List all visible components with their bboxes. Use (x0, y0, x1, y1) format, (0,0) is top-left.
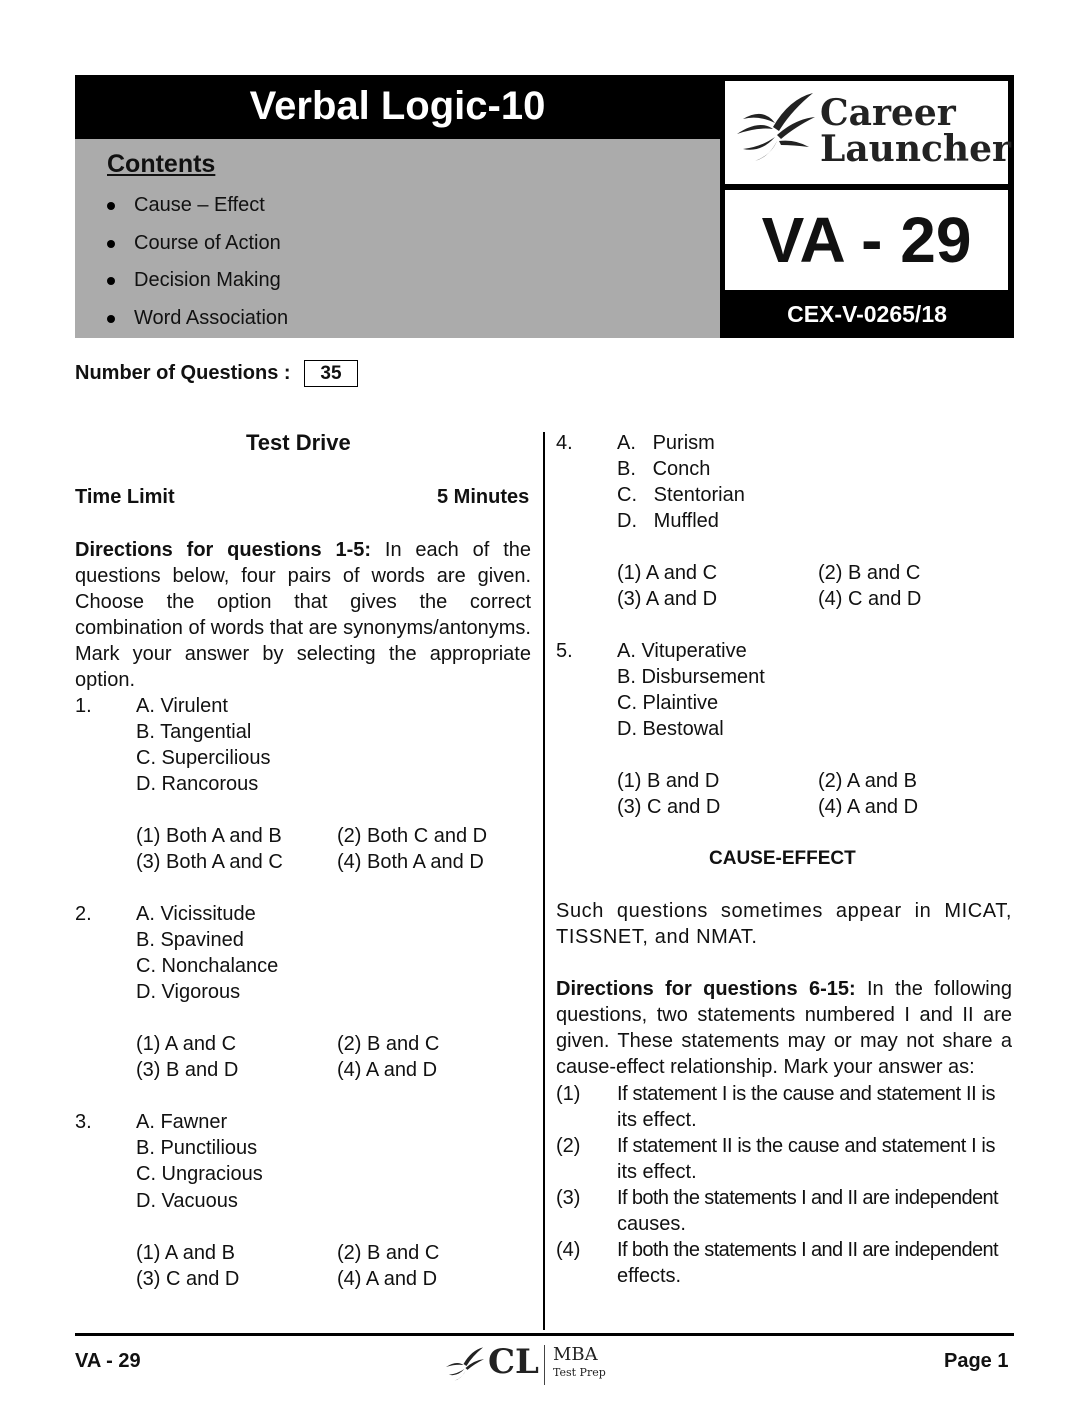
word-item: D. Muffled (617, 510, 719, 532)
footer-logo-cl: CL (488, 1342, 539, 1382)
word-item: C. Plaintive (617, 692, 719, 714)
answer-option: (2) B and C (337, 1242, 440, 1264)
answer-key-text: If both the statements I and II are independent (617, 1187, 998, 1209)
question-number: 2. (75, 903, 92, 925)
word-item: D. Vacuous (136, 1190, 238, 1212)
directions-6-15 (556, 976, 1012, 1080)
contents-item: Course of Action (134, 232, 281, 254)
num-questions-label: Number of Questions : (75, 362, 291, 384)
bullet-icon (107, 315, 115, 323)
answer-option: (4) C and D (818, 588, 922, 610)
answer-option: (1) B and D (617, 770, 720, 792)
word-item: C. Supercilious (136, 747, 271, 769)
brand-line-1: Career (820, 92, 956, 134)
answer-option: (3) A and D (617, 588, 718, 610)
cl-logo-icon (442, 1346, 486, 1386)
brand-name (820, 92, 1011, 170)
answer-key-text: If statement I is the cause and statement II is (617, 1083, 996, 1105)
answer-key-text: its effect. (617, 1161, 697, 1183)
answer-key-text: If statement II is the cause and statement I is (617, 1135, 996, 1157)
word-item: B. Conch (617, 458, 711, 480)
brand-line-2: Launcher (820, 128, 1011, 170)
footer-logo-testprep: Test Prep (553, 1366, 606, 1379)
bullet-icon (107, 240, 115, 248)
bullet-icon (107, 277, 115, 285)
word-item: D. Vigorous (136, 981, 241, 1003)
answer-key-number: (4) (556, 1239, 581, 1261)
answer-option: (2) B and C (818, 562, 921, 584)
word-item: C. Ungracious (136, 1163, 263, 1185)
word-item: C. Stentorian (617, 484, 745, 506)
directions-label: Directions for questions 1-5: (75, 539, 372, 561)
answer-option: (3) B and D (136, 1059, 239, 1081)
answer-option: (4) Both A and D (337, 851, 484, 873)
num-questions-value: 35 (304, 360, 358, 387)
answer-key-text: its effect. (617, 1109, 697, 1131)
word-item: C. Nonchalance (136, 955, 279, 977)
directions-label: Directions for questions 6-15: (556, 978, 856, 1000)
word-item: B. Disbursement (617, 666, 765, 688)
footer-logo-mba: MBA (553, 1344, 598, 1365)
document-code: CEX-V-0265/18 (787, 301, 947, 327)
question-number: 4. (556, 432, 573, 454)
answer-key-text: If both the statements I and II are independent (617, 1239, 998, 1261)
footer-logo-separator (544, 1345, 545, 1385)
module-code: VA - 29 (725, 190, 1008, 290)
page-number: Page 1 (944, 1350, 1009, 1372)
answer-option: (3) Both A and C (136, 851, 283, 873)
word-item: A. Vicissitude (136, 903, 256, 925)
footer-rule (75, 1333, 1014, 1336)
answer-key-number: (3) (556, 1187, 581, 1209)
contents-item: Cause – Effect (134, 194, 265, 216)
answer-option: (2) B and C (337, 1033, 440, 1055)
word-item: B. Punctilious (136, 1137, 258, 1159)
answer-option: (3) C and D (617, 796, 721, 818)
section-title: Test Drive (246, 430, 351, 455)
answer-key-text: effects. (617, 1265, 682, 1287)
page-title: Verbal Logic-10 (75, 75, 720, 139)
time-limit-value: 5 Minutes (437, 486, 530, 508)
section-intro: Such questions sometimes appear in MICAT, TISSNET, and NMAT. (556, 900, 1012, 948)
answer-option: (4) A and D (337, 1059, 438, 1081)
contents-item: Word Association (134, 307, 289, 329)
bullet-icon (107, 202, 115, 210)
column-divider (543, 432, 545, 1330)
answer-option: (1) A and C (617, 562, 718, 584)
question-number: 3. (75, 1111, 92, 1133)
question-number: 5. (556, 640, 573, 662)
word-item: D. Rancorous (136, 773, 259, 795)
directions-text: In the following questions, two statements numbered I and II are given. These statements may or may not share a cause-effect relationship. Mark your answer as: (556, 978, 1012, 1078)
answer-option: (4) A and D (818, 796, 919, 818)
word-item: D. Bestowal (617, 718, 724, 740)
answer-option: (3) C and D (136, 1268, 240, 1290)
career-launcher-logo-icon (729, 89, 819, 179)
answer-option: (4) A and D (337, 1268, 438, 1290)
word-item: B. Tangential (136, 721, 252, 743)
question-number: 1. (75, 695, 92, 717)
contents-heading: Contents (107, 150, 216, 178)
directions-1-5 (75, 537, 531, 693)
word-item: A. Virulent (136, 695, 228, 717)
answer-key-text: causes. (617, 1213, 686, 1235)
footer-module-code: VA - 29 (75, 1350, 141, 1372)
answer-option: (1) A and C (136, 1033, 237, 1055)
answer-key-number: (2) (556, 1135, 581, 1157)
word-item: B. Spavined (136, 929, 244, 951)
answer-option: (1) A and B (136, 1242, 235, 1264)
section-heading: CAUSE-EFFECT (709, 848, 856, 869)
answer-key-number: (1) (556, 1083, 581, 1105)
word-item: A. Purism (617, 432, 715, 454)
answer-option: (1) Both A and B (136, 825, 282, 847)
contents-item: Decision Making (134, 269, 281, 291)
time-limit-label: Time Limit (75, 486, 175, 508)
answer-option: (2) A and B (818, 770, 917, 792)
word-item: A. Fawner (136, 1111, 228, 1133)
directions-text: In each of the questions below, four pairs of words are given. Choose the option that gives the correct combination of words that are synonyms/antonyms. Mark your answer by selecting the appropriate option. (75, 539, 531, 691)
word-item: A. Vituperative (617, 640, 747, 662)
answer-option: (2) Both C and D (337, 825, 488, 847)
